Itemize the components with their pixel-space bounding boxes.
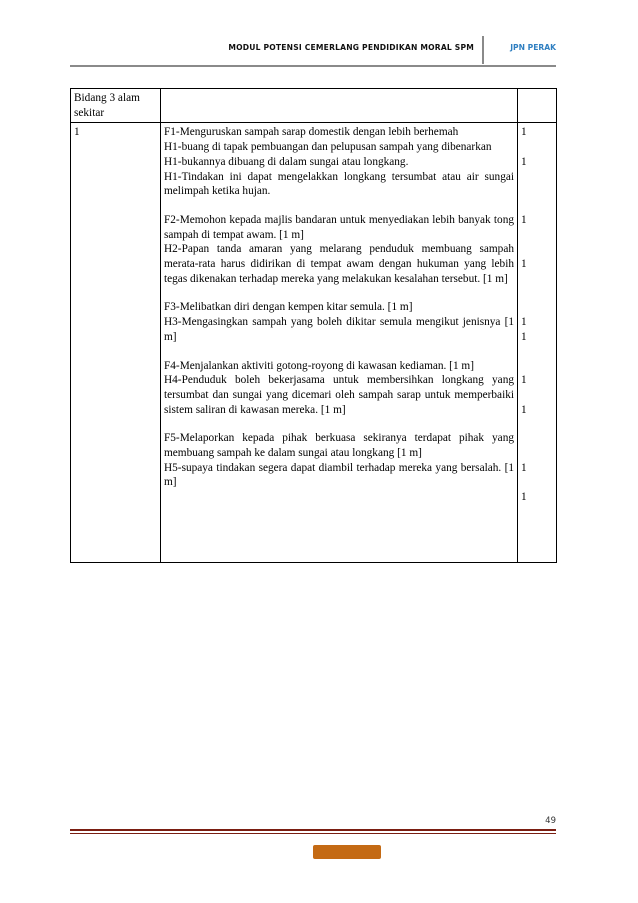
answer-group-3 [164,300,514,344]
mark: 1 [521,461,527,474]
header-separator [482,36,484,64]
marks-cell [518,123,557,563]
h-point: H5-supaya tindakan segera dapat diambil terhadap mereka yang bersalah. [1 m] [164,461,514,489]
page-number: 49 [545,816,556,826]
mark: 1 [521,257,527,270]
marks-group-2 [521,213,553,301]
answer-table [70,88,557,563]
table-row [71,89,557,123]
perak-excellent-logo [313,845,381,859]
mark: 1 [521,403,527,416]
h-point-extra: H1-Tindakan ini dapat mengelakkan longkang tersumbat atau air sungai melimpah ketika hujan. [164,170,514,198]
mark: 1 [521,374,527,387]
h-point: H4-Penduduk boleh bekerjasama untuk membersihkan longkang yang tersumbat dan sungai yang dicemari oleh sampah sarap untuk memperbaiki sistem saliran di kawasan mereka. [1 m] [164,374,514,416]
f-point: F2-Memohon kepada majlis bandaran untuk menyediakan lebih banyak tong sampah di tempat awam. [1 m] [164,213,514,241]
f-point: F5-Melaporkan kepada pihak berkuasa sekiranya terdapat pihak yang membuang sampah ke dalam sungai atau longkang [1 m] [164,432,514,460]
section-label: Bidang 3 alam sekitar [74,92,140,119]
footer-rule [70,829,556,831]
answer-group-5 [164,431,514,490]
f-point: F4-Menjalankan aktiviti gotong-royong di kawasan kediaman. [1 m] [164,359,474,372]
page-header [70,36,556,66]
h-point: H1-buang di tapak pembuangan dan pelupusan sampah yang dibenarkan [164,141,492,154]
row-number-cell [71,123,161,563]
marks-group-3 [521,315,553,359]
mark: 1 [521,155,527,168]
f-point: F1-Menguruskan sampah sarap domestik dengan lebih berhemah [164,126,459,139]
h-point: H3-Mengasingkan sampah yang boleh dikitar semula mengikut jenisnya [1 m] [164,316,514,343]
section-label-cell [71,89,161,123]
answer-group-2 [164,213,514,287]
header-tag: JPN PERAK [510,43,556,52]
h-point-extra: H1-bukannya dibuang di dalam sungai atau longkang. [164,155,409,168]
answer-group-1 [164,125,514,199]
marks-group-5 [521,461,553,505]
footer-rule-thin [70,833,556,834]
mark: 1 [521,330,527,343]
mark: 1 [521,213,527,226]
mark: 1 [521,490,527,503]
marks-group-4 [521,373,553,446]
f-point: F3-Melibatkan diri dengan kempen kitar semula. [1 m] [164,301,413,314]
empty-cell [518,89,557,123]
answer-group-4 [164,359,514,418]
table-row [71,123,557,563]
marks-group-1 [521,125,553,198]
header-rule [70,65,556,67]
header-title: MODUL POTENSI CEMERLANG PENDIDIKAN MORAL SPM [228,43,474,52]
row-number: 1 [74,126,80,139]
mark: 1 [521,126,527,139]
mark: 1 [521,316,527,329]
h-point: H2-Papan tanda amaran yang melarang penduduk membuang sampah merata-rata harus didirikan di tempat awam dengan hukuman yang lebih tegas dikenakan terhadap mereka yang melakukan kesalahan tersebut. [1 m] [164,243,514,285]
answer-text-cell [161,123,518,563]
empty-cell [161,89,518,123]
